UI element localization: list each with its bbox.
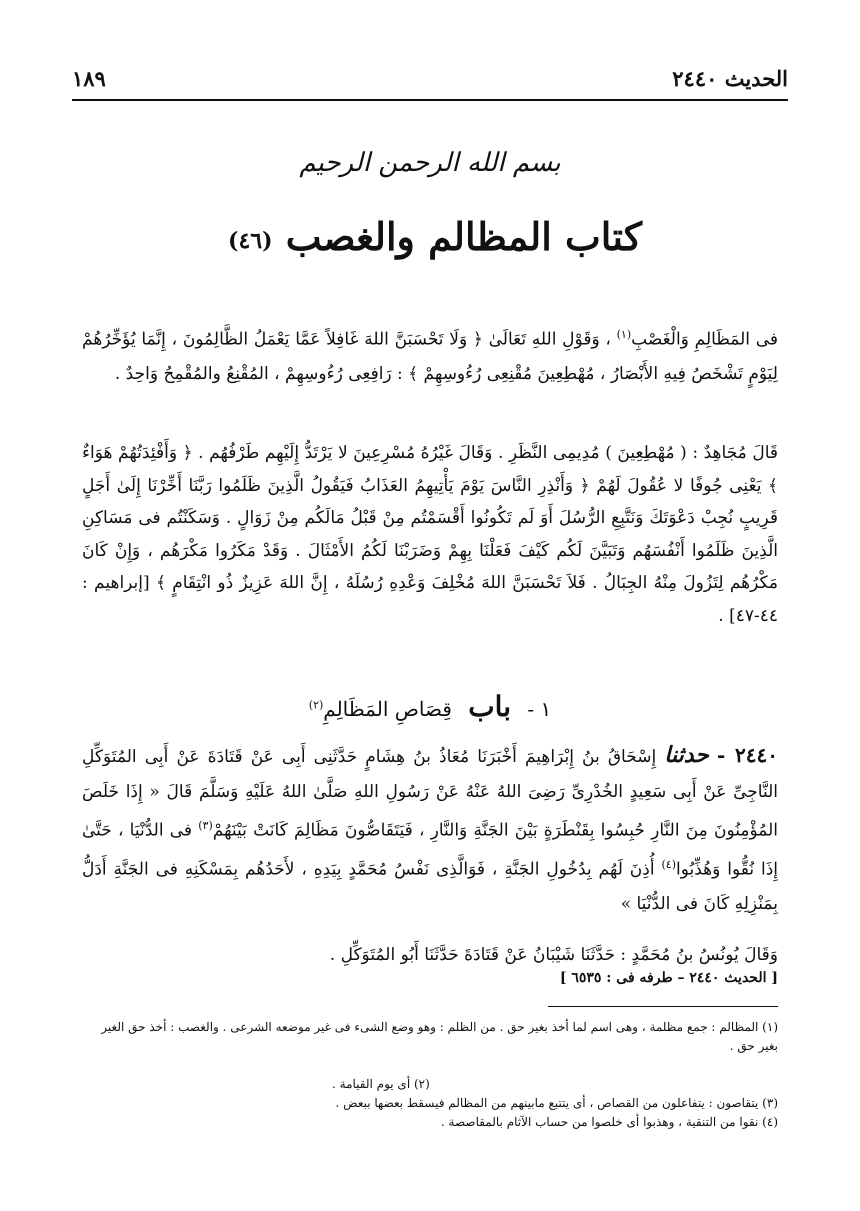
hadith-reference: [ الحديث ٢٤٤٠ – طرفه فى : ٦٥٣٥ ] <box>559 970 778 986</box>
haddathana-word: حدثنا <box>664 742 709 768</box>
chapter-number: ١ - <box>527 697 552 721</box>
book-title-text: كتاب المظالم والغصب <box>285 214 642 259</box>
chapter-word: باب <box>468 690 511 723</box>
footnote-ref-2: (٢) <box>308 698 324 712</box>
footnote-2: (٢) أى يوم القيامة . <box>332 1077 430 1091</box>
hadith-text-3: أُذِنَ لَهُم بِدُخُولِ الجَنَّةِ ، فَوَالَّذِى نَفْسُ مُحَمَّدٍ بِيَدِهِ ، لأَحَدُهُم بِمَسْكَنِهِ فى الجَنَّةِ أَدَلُّ بِمَنْزِلِهِ كَانَ فى الدُّنْيَا » <box>82 859 778 915</box>
hadith-number: ٢٤٤٠ - <box>717 743 778 767</box>
hadith-paragraph <box>82 738 778 922</box>
chapter-heading <box>0 690 860 723</box>
header-rule <box>72 99 788 101</box>
page-number: ١٨٩ <box>72 66 106 91</box>
footnote-rule <box>548 1006 778 1007</box>
footnote-3: (٣) يتقاصون : يتفاعلون من القصاص ، أى يتتبع مابينهم من المظالم فيسقط بعضها ببعض . <box>335 1096 778 1110</box>
narration-line: وَقَالَ يُونُسُ بنُ مُحَمَّدٍ : حَدَّثَنَا شَيْبَانُ عَنْ قَتَادَةَ حَدَّثَنَا أَبُو المُتَوَكِّلِ . <box>329 945 778 965</box>
commentary-text: قَالَ مُجَاهِدٌ : ( مُهْطِعِينَ ) مُدِيمِى النَّظَرِ . وَقَالَ غَيْرُهُ مُسْرِعِينَ لا يَرْتَدُّ إِلَيْهِم طَرْفُهُم . ﴿ وَأَفْئِدَتُهُمْ هَوَاءٌ ﴾ يَعْنِى جُوفًا لا عُقُولَ لَهُمْ ﴿ وَأَنْذِرِ النَّاسَ يَوْمَ يَأْتِيهِمُ العَذَابُ فَيَقُولُ الَّذِينَ ظَلَمُوا رَبَّنَا أَخِّرْنَا إِلَىٰ أَجَلٍ قَرِيبٍ نُجِبْ دَعْوَتَكَ وَنَتَّبِعِ الرُّسُلَ أَوَ لَم تَكُونُوا أَقْسَمْتُم مِنْ قَبْلُ مَالَكُم مِنْ زَوَالٍ . وَسَكَنْتُم فى مَسَاكِنِ الَّذِينَ ظَلَمُوا أَنْفُسَهُم وَتَبَيَّنَ لَكُم كَيْفَ فَعَلْنَا بِهِمْ وَضَرَبْنَا لَكُمُ الأَمْثَالَ . وَقَدْ مَكَرُوا مَكْرَهُم ، وَإِنْ كَانَ مَكْرُهُم لِتَزُولَ مِنْهُ الجِبَالُ . فَلاَ تَحْسَبَنَّ اللهَ مُخْلِفَ وَعْدِهِ رُسُلَهُ ، إِنَّ اللهَ عَزِيزٌ ذُو انْتِقَامٍ ﴾ [إبراهيم : ٤٤-٤٧] . <box>82 443 778 626</box>
commentary-paragraph <box>82 437 778 632</box>
footnote-ref-3: (٣) <box>198 819 213 832</box>
intro-line2: ، وَقَوْلِ اللهِ تَعَالَىٰ ﴿ وَلَا تَحْسَبَنَّ اللهَ غَافِلاً عَمَّا يَعْمَلُ الظَّالِمُونَ ، إِنَّمَا يُؤَخِّرُهُمْ لِيَوْمٍ تَشْخَصُ فِيهِ الأَبْصَارُ ، مُهْطِعِينَ مُقْنِعِى رُءُوسِهِمْ ﴾ : رَافِعِى رُءُوسِهِمْ ، المُقْنِعُ والمُقْمِحُ وَاحِدٌ . <box>82 329 778 384</box>
book-number: (٤٦) <box>228 227 273 254</box>
chapter-title: قِصَاصِ المَظَالِمِ <box>323 697 452 721</box>
intro-line1: فى المَظَالِمِ وَالْغَصْبِ <box>631 329 779 350</box>
footnote-1: (١) المظالم : جمع مظلمة ، وهى اسم لما أخذ بغير حق . من الظلم : وهو وضع الشىء فى غير موضعه الشرعى . والغصب : أخذ حق الغير بغير حق . <box>101 1020 778 1053</box>
intro-paragraph <box>82 318 778 391</box>
hadith-text-2: فى الدُّنْيَا ، حَتَّىٰ إِذَا نُقُّوا وَهُذِّبُوا <box>82 820 778 880</box>
footnote-4: (٤) نقوا من التنقية ، وهذبوا أى خلصوا من حساب الآثام بالمقاصصة . <box>440 1115 778 1129</box>
hadith-text: إِسْحَاقُ بنُ إِبْرَاهِيمَ أَخْبَرَنَا مُعَاذُ بنُ هِشَامٍ حَدَّثَنِى أَبِى عَنْ قَتَادَةَ عَنْ أَبِى المُتَوَكِّلِ النَّاجِىِّ عَنْ أَبِى سَعِيدٍ الخُدْرِىِّ رَضِىَ اللهُ عَنْهُ عَنْ رَسُولِ اللهِ صَلَّىٰ اللهُ عَلَيْهِ وَسَلَّمَ قَالَ « إِذَا خَلَصَ المُؤْمِنُونَ مِنَ النَّارِ حُبِسُوا بِقَنْطَرَةٍ بَيْنَ الجَنَّةِ وَالنَّارِ ، فَيَتَقَاصُّونَ مَظَالِمَ كَانَتْ بَيْنَهُمْ <box>82 747 778 841</box>
running-head: الحديث ٢٤٤٠ <box>672 66 788 91</box>
footnote-ref-1: (١) <box>616 328 632 341</box>
footnote-2-and-3 <box>82 1075 778 1132</box>
book-title <box>0 214 860 259</box>
basmala: بسم الله الرحمن الرحيم <box>299 148 561 178</box>
footnote-ref-4: (٤) <box>661 858 676 872</box>
page-header <box>72 62 788 96</box>
